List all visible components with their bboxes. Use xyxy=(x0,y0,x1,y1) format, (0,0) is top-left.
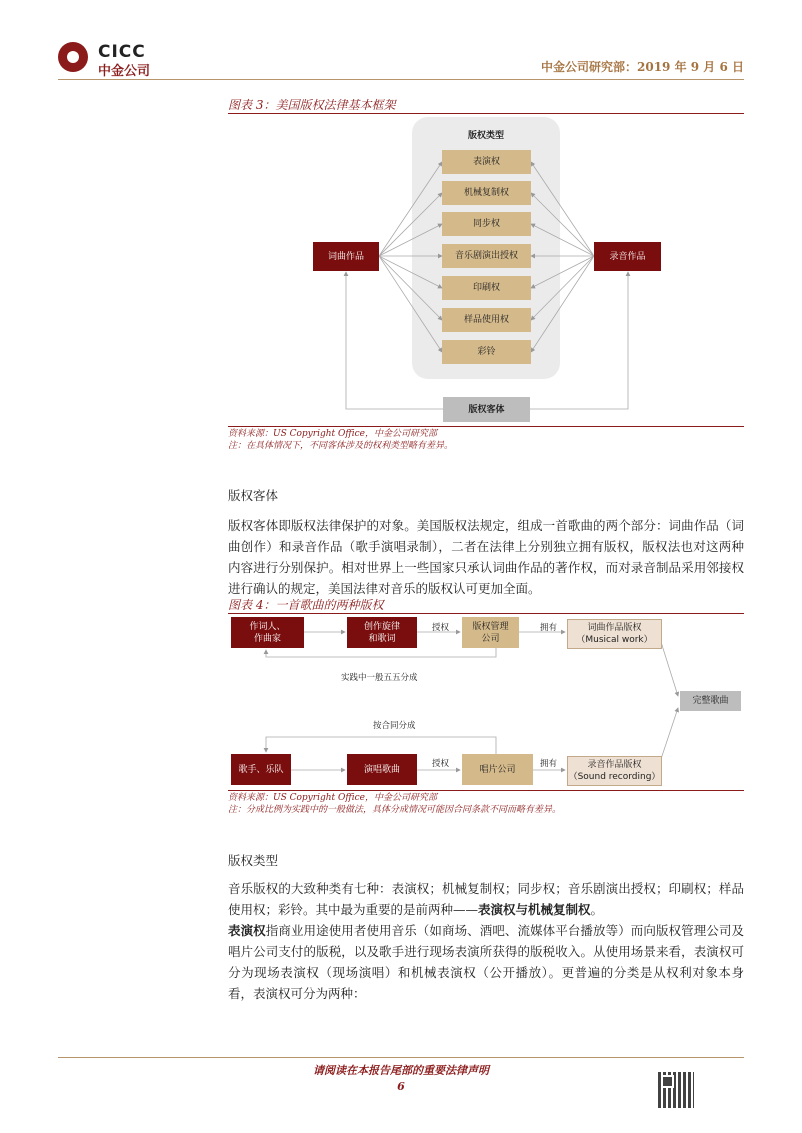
figure3-title: 图表 3：美国版权法律基本框架 xyxy=(228,98,396,112)
section-types-paragraph-2 xyxy=(228,920,744,1004)
figure4-note: 注：分成比例为实践中的一般做法，具体分成情况可能因合同条款不同而略有差异。 xyxy=(228,805,562,815)
legal-notice: 请阅读在本报告尾部的重要法律声明 xyxy=(313,1064,489,1077)
own-label-bottom: 拥有 xyxy=(540,759,558,769)
split-label-top: 实践中一般五五分成 xyxy=(341,673,418,683)
sound-work-box: 录音作品 xyxy=(594,242,661,271)
p1-bold: 表演权与机械复制权 xyxy=(478,902,591,917)
section-object-paragraph: 版权客体即版权法律保护的对象。美国版权法规定，组成一首歌曲的两个部分：词曲作品（词曲创作）和录音作品（歌手演唱录制），二者在法律上分别独立拥有版权，版权法也对这两种内容进行分别保护。相对世界上一些国家只承认词曲作品的著作权，而对录音制品采用邻接权进行确认的规定，美国法律对音乐的版权认可更加全面。 xyxy=(228,518,744,596)
musical-work-box: 词曲作品版权 （Musical work） xyxy=(567,619,662,649)
logo-text-cn: 中金公司 xyxy=(98,64,151,79)
right-type-2: 机械复制权 xyxy=(442,181,531,205)
lyricist-composer-box: 作词人、 作曲家 xyxy=(231,617,304,648)
right-type-6: 样品使用权 xyxy=(442,308,531,332)
create-melody-box: 创作旋律 和歌词 xyxy=(347,617,417,648)
logo-text-en: CICC xyxy=(98,42,146,62)
footer-divider xyxy=(58,1057,744,1058)
copyright-mgmt-box: 版权管理 公司 xyxy=(462,617,519,648)
right-type-7: 彩铃 xyxy=(442,340,531,364)
figure4-bottom-rule xyxy=(228,790,744,791)
figure3-source: 资料来源：US Copyright Office，中金公司研究部 xyxy=(228,429,437,439)
p1-end: 。 xyxy=(590,902,604,917)
right-type-5: 印刷权 xyxy=(442,276,531,300)
p2-text: 指商业用途使用者使用音乐（如商场、酒吧、流媒体平台播放等）而向版权管理公司及唱片公司支付的版税，以及歌手进行现场表演所获得的版税收入。从使用场景来看，表演权可分为现场表演权（现场演唱）和机械表演权（公开播放）。更普遍的分类是从权利对象本身看，表演权可分为两种： xyxy=(228,923,744,1001)
panel-title: 版权类型 xyxy=(467,131,504,141)
header-date: 中金公司研究部：2019 年 9 月 6 日 xyxy=(541,60,744,74)
p2-bold: 表演权 xyxy=(228,923,266,938)
qr-code-icon xyxy=(658,1072,694,1108)
right-type-1: 表演权 xyxy=(442,150,531,174)
page-number: 6 xyxy=(397,1080,405,1093)
license-label-top: 授权 xyxy=(432,623,450,633)
license-label-bottom: 授权 xyxy=(432,759,450,769)
section-heading-types: 版权类型 xyxy=(228,853,279,868)
lyric-work-box: 词曲作品 xyxy=(313,242,379,271)
split-label-bottom: 按合同分成 xyxy=(373,721,416,731)
complete-song-box: 完整歌曲 xyxy=(680,691,741,711)
right-type-3: 同步权 xyxy=(442,212,531,236)
section-types-paragraph-1 xyxy=(228,878,744,920)
p1-text: 音乐版权的大致种类有七种：表演权；机械复制权；同步权；音乐剧演出授权；印刷权；样品使用权；彩铃。其中最为重要的是前两种—— xyxy=(228,881,744,917)
section-heading-object: 版权客体 xyxy=(228,488,279,503)
right-type-4: 音乐剧演出授权 xyxy=(442,244,531,268)
figure4-source: 资料来源：US Copyright Office，中金公司研究部 xyxy=(228,793,437,803)
figure4-title: 图表 4：一首歌曲的两种版权 xyxy=(228,598,384,612)
record-label-box: 唱片公司 xyxy=(462,754,533,785)
figure3-note: 注：在具体情况下，不同客体涉及的权利类型略有差异。 xyxy=(228,441,454,451)
copyright-object-box: 版权客体 xyxy=(443,397,530,422)
sing-song-box: 演唱歌曲 xyxy=(347,754,417,785)
own-label-top: 拥有 xyxy=(540,623,558,633)
singer-band-box: 歌手、乐队 xyxy=(231,754,291,785)
sound-recording-box: 录音作品版权 （Sound recording） xyxy=(567,756,662,786)
